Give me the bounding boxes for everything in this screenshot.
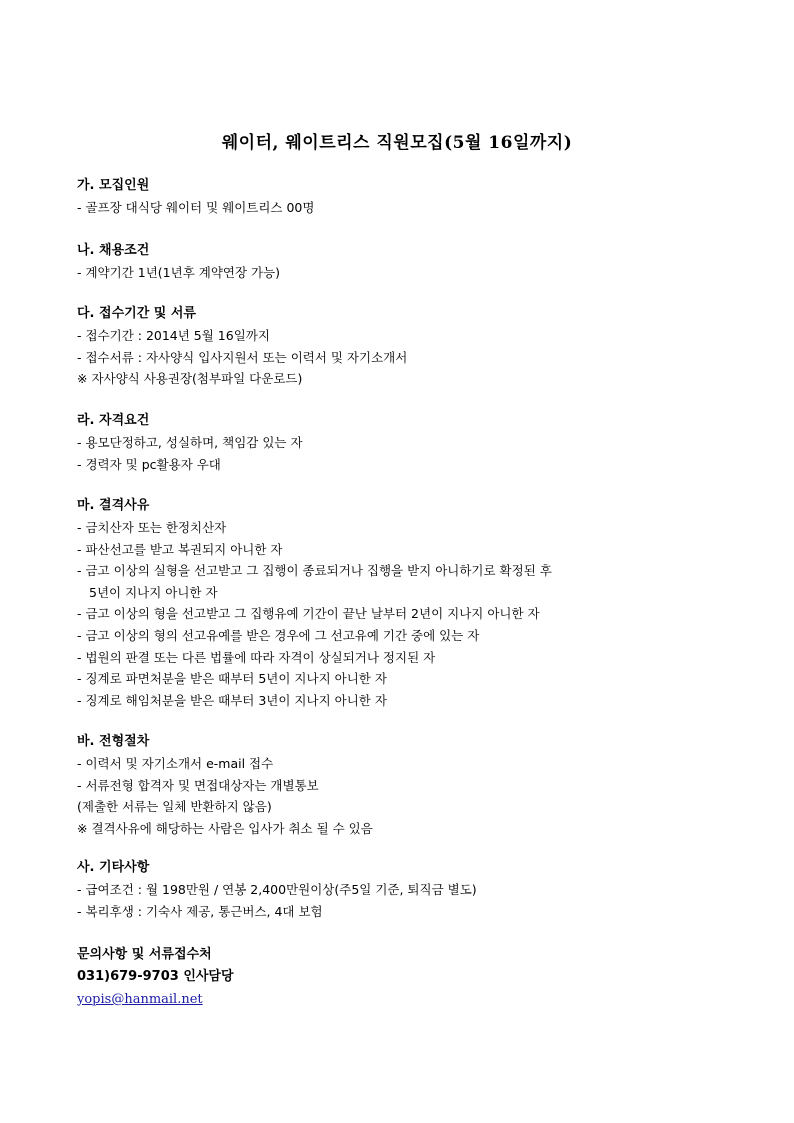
section-application-period	[77, 303, 717, 390]
section-heading: 바. 전형절차	[77, 734, 150, 749]
section-line: 5년이 지나지 아니한 자	[89, 584, 218, 600]
contact-phone: 031)679-9703 인사담당	[77, 969, 234, 984]
section-heading: 라. 자격요건	[77, 413, 150, 428]
section-heading: 나. 채용조건	[77, 243, 150, 258]
section-line: - 계약기간 1년(1년후 계약연장 가능)	[77, 265, 281, 280]
section-line: - 금고 이상의 형의 선고유예를 받은 경우에 그 선고유예 기간 중에 있는 자	[77, 627, 480, 643]
section-heading: 가. 모집인원	[77, 178, 150, 193]
section-line: ※ 자사양식 사용권장(첨부파일 다운로드)	[77, 371, 303, 387]
section-line: - 서류전형 합격자 및 면접대상자는 개별통보	[77, 777, 319, 793]
section-heading: 마. 결격사유	[77, 498, 150, 513]
section-line: - 골프장 대식당 웨이터 및 웨이트리스 00명	[77, 200, 315, 215]
section-line: - 용모단정하고, 성실하며, 책임감 있는 자	[77, 435, 303, 450]
section-other-details	[77, 857, 717, 922]
section-line: - 금고 이상의 형을 선고받고 그 집행유예 기간이 끝난 날부터 2년이 지나지 아니한 자	[77, 606, 540, 622]
section-line: - 경력자 및 pc활용자 우대	[77, 456, 221, 472]
section-qualifications	[77, 410, 717, 475]
section-line: - 금고 이상의 실형을 선고받고 그 집행이 종료되거나 집행을 받지 아니하기로 확정된 후	[77, 563, 552, 579]
section-line: - 접수서류 : 자사양식 입사지원서 또는 이력서 및 자기소개서	[77, 349, 408, 365]
section-selection-process	[77, 731, 717, 839]
section-heading: 다. 접수기간 및 서류	[77, 306, 196, 321]
section-line: - 접수기간 : 2014년 5월 16일까지	[77, 328, 270, 343]
section-employment-terms	[77, 240, 717, 284]
section-line: - 징계로 파면처분을 받은 때부터 5년이 지나지 아니한 자	[77, 671, 387, 687]
section-line: - 복리후생 : 기숙사 제공, 통근버스, 4대 보험	[77, 903, 323, 919]
section-line: ※ 결격사유에 해당하는 사람은 입사가 취소 될 수 있음	[77, 820, 373, 836]
page-title: 웨이터, 웨이트리스 직원모집(5월 16일까지)	[221, 133, 573, 153]
section-line: - 금치산자 또는 한정치산자	[77, 520, 227, 535]
contact-heading: 문의사항 및 서류접수처	[77, 947, 212, 962]
section-disqualifications	[77, 495, 717, 711]
section-line: - 이력서 및 자기소개서 e-mail 접수	[77, 756, 274, 771]
section-heading: 사. 기타사항	[77, 860, 150, 875]
section-line: - 징계로 해임처분을 받은 때부터 3년이 지나지 아니한 자	[77, 692, 387, 708]
contact-block	[77, 944, 717, 1010]
email-link[interactable]: yopis@hanmail.net	[77, 992, 203, 1007]
section-line: (제출한 서류는 일체 반환하지 않음)	[77, 799, 272, 815]
section-line: - 급여조건 : 월 198만원 / 연봉 2,400만원이상(주5일 기준, 퇴직금 별도)	[77, 882, 477, 897]
section-line: - 법원의 판결 또는 다른 법률에 따라 자격이 상실되거나 정지된 자	[77, 649, 436, 665]
section-recruitment-count	[77, 175, 717, 219]
section-line: - 파산선고를 받고 복권되지 아니한 자	[77, 541, 283, 557]
